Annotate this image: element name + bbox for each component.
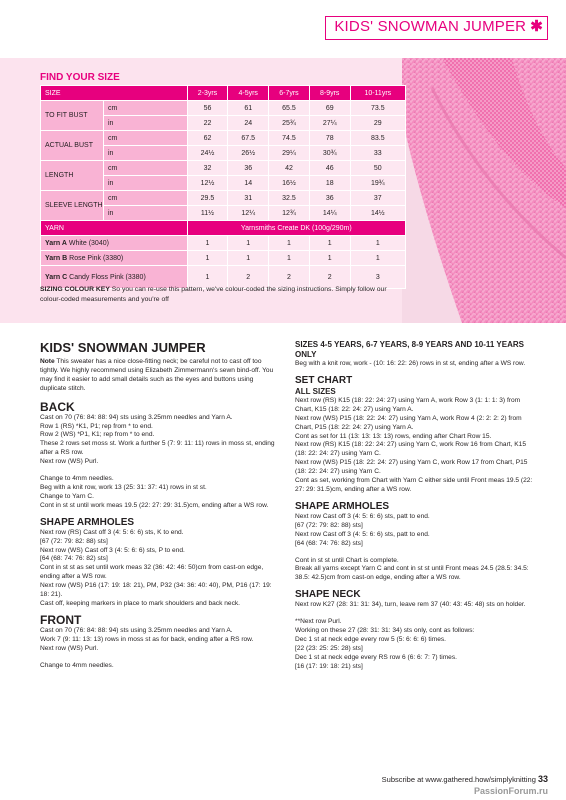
size-header-label: SIZE bbox=[41, 86, 188, 101]
table-cell: 19¾ bbox=[350, 176, 405, 191]
all-sizes-label: ALL SIZES bbox=[295, 386, 336, 396]
table-row bbox=[41, 161, 406, 176]
instruction-line: Next row (WS) P15 (18: 22: 24: 27) using Yarn C, work Row 17 from Chart, P15 (18: 22: 24: 27) using Yarn C. bbox=[295, 459, 528, 476]
table-cell: 1 bbox=[269, 251, 310, 266]
size-header: 8-9yrs bbox=[309, 86, 350, 101]
table-cell: 83.5 bbox=[350, 131, 405, 146]
instruction-line: Beg with a knit row, work - (10: 16: 22: 26) rows in st st, ending after a WS row. bbox=[295, 360, 526, 367]
table-cell: 26½ bbox=[228, 146, 269, 161]
table-cell: 2 bbox=[228, 266, 269, 289]
spacer bbox=[295, 549, 535, 557]
instruction-line: **Next row Purl. bbox=[295, 618, 342, 626]
table-cell: 37 bbox=[350, 191, 405, 206]
table-cell: 1 bbox=[269, 236, 310, 251]
table-cell: 11½ bbox=[187, 206, 228, 221]
instruction-line: Cont as set, working from Chart with Yarn C either side until Front meas 19.5 (22: 27: 29: 31.5)cm, ending after a WS row. bbox=[295, 477, 533, 493]
table-cell: 14 bbox=[228, 176, 269, 191]
shape-armholes-heading: SHAPE ARMHOLES bbox=[295, 500, 390, 512]
size-header: 6-7yrs bbox=[269, 86, 310, 101]
table-cell: 12¼ bbox=[228, 206, 269, 221]
left-column bbox=[40, 340, 280, 670]
instruction-line: Next row (WS) P15 (18: 22: 24: 27) using Yarn A, work Row 4 (2: 2: 2: 2) from Chart, P15 (18: 22: 24: 27) using Yarn A. bbox=[295, 414, 522, 431]
table-cell: 56 bbox=[187, 101, 228, 116]
table-cell: 61 bbox=[228, 101, 269, 116]
instruction-line: Next row (RS) Cast off 3 (4: 5: 6: 6) sts, K to end. bbox=[40, 528, 184, 536]
table-cell: 42 bbox=[269, 161, 310, 176]
table-cell: 1 bbox=[228, 236, 269, 251]
table-cell: 33 bbox=[350, 146, 405, 161]
table-row bbox=[41, 191, 406, 206]
instruction-line: Beg with a knit row, work 13 (25: 31: 37: 41) rows in st st. bbox=[40, 483, 207, 491]
instruction-line: [67 (72: 79: 82: 88) sts] bbox=[40, 537, 108, 545]
table-cell: 3 bbox=[350, 266, 405, 289]
instruction-line: [16 (17: 19: 18: 21) sts] bbox=[295, 662, 363, 670]
pattern-heading: KIDS' SNOWMAN JUMPER bbox=[40, 340, 206, 355]
table-cell: 36 bbox=[309, 191, 350, 206]
instruction-line: Cast on 70 (76: 84: 88: 94) sts using 3.25mm needles and Yarn A. bbox=[40, 413, 233, 421]
pattern-title-box bbox=[325, 16, 548, 40]
front-heading: FRONT bbox=[40, 612, 82, 627]
table-cell: 14½ bbox=[350, 206, 405, 221]
instruction-line: Next row (WS) Cast off 3 (4: 5: 6: 6) sts, P to end. bbox=[40, 546, 185, 554]
instruction-line: Change to Yarn C. bbox=[40, 492, 95, 500]
table-row bbox=[41, 251, 406, 266]
subscribe-link[interactable]: Subscribe at www.gathered.how/simplyknitting bbox=[381, 775, 536, 784]
size-header: 2-3yrs bbox=[187, 86, 228, 101]
instruction-line: [64 (68: 74: 76: 82) sts] bbox=[40, 555, 108, 563]
table-row bbox=[41, 236, 406, 251]
instruction-line: Working on these 27 (28: 31: 31: 34) sts only, cont as follows: bbox=[295, 627, 475, 635]
table-cell: 14¼ bbox=[309, 206, 350, 221]
yarn-label: Yarn A White (3040) bbox=[41, 236, 188, 251]
table-row bbox=[41, 101, 406, 116]
instruction-line: Cont in st st as set until work meas 32 (36: 42: 46: 50)cm from cast-on edge, ending after a WS row. bbox=[40, 564, 264, 581]
table-cell: 24 bbox=[228, 116, 269, 131]
shape-neck-heading: SHAPE NECK bbox=[295, 589, 361, 601]
instruction-line: [67 (72: 79: 82: 88) sts] bbox=[295, 521, 363, 529]
instruction-line: Next row (WS) P16 (17: 19: 18: 21), PM, P32 (34: 36: 40: 40), PM, P16 (17: 19: 18: 21). bbox=[40, 582, 272, 599]
unit-cell: cm bbox=[104, 161, 188, 176]
instruction-line: Cast on 70 (76: 84: 88: 94) sts using 3.25mm needles and Yarn A. bbox=[40, 626, 233, 634]
table-cell: 62 bbox=[187, 131, 228, 146]
instruction-line: [22 (23: 25: 25: 28) sts] bbox=[295, 644, 363, 652]
table-cell: 50 bbox=[350, 161, 405, 176]
size-table bbox=[40, 85, 406, 289]
instruction-line: Break all yarns except Yarn C and cont in st st until Front meas 24.5 (28.5: 34.5: 38.5: 42.5)cm from cast-on edge, ending after a WS row. bbox=[295, 565, 529, 582]
page-footer bbox=[382, 774, 548, 784]
instruction-line: Next row (WS) Purl. bbox=[40, 458, 99, 466]
table-cell: 31 bbox=[228, 191, 269, 206]
table-cell: 25¾ bbox=[269, 116, 310, 131]
table-cell: 29¼ bbox=[269, 146, 310, 161]
unit-cell: in bbox=[104, 116, 188, 131]
note-paragraph: Note This sweater has a nice close-fitting neck; be careful not to cast off too tightly. We highly recommend using Elizabeth Zimmermann's sewn bind-off. You may find it easier to add small details such as the eyes and buttons using duplicate stitch. bbox=[40, 358, 274, 392]
yarn-header-label: YARN bbox=[41, 221, 188, 236]
size-header: 4-5yrs bbox=[228, 86, 269, 101]
instruction-line: Cont in st st until work meas 19.5 (22: 27: 29: 31.5)cm, ending after a WS row. bbox=[40, 501, 269, 509]
instruction-line: Change to 4mm needles. bbox=[40, 475, 114, 483]
table-cell: 29 bbox=[350, 116, 405, 131]
page-number: 33 bbox=[537, 774, 548, 784]
yarn-label: Yarn B Rose Pink (3380) bbox=[41, 251, 188, 266]
table-cell: 1 bbox=[187, 251, 228, 266]
page-header bbox=[0, 0, 566, 48]
table-cell: 32 bbox=[187, 161, 228, 176]
unit-cell: in bbox=[104, 146, 188, 161]
star-icon: ✱ bbox=[530, 18, 543, 35]
row-label: ACTUAL BUST bbox=[41, 131, 104, 161]
table-cell: 2 bbox=[309, 266, 350, 289]
instruction-line: Row 2 (WS) *P1, K1; rep from * to end. bbox=[40, 431, 155, 439]
row-label: LENGTH bbox=[41, 161, 104, 191]
knit-texture-image bbox=[402, 58, 566, 323]
table-cell: 2 bbox=[269, 266, 310, 289]
unit-cell: cm bbox=[104, 191, 188, 206]
right-column bbox=[295, 340, 535, 672]
table-row bbox=[41, 86, 406, 101]
instruction-line: Row 1 (RS) *K1, P1; rep from * to end. bbox=[40, 422, 153, 430]
size-header: 10-11yrs bbox=[350, 86, 405, 101]
table-cell: 12½ bbox=[187, 176, 228, 191]
instruction-line: Next row K27 (28: 31: 31: 34), turn, leave rem 37 (40: 43: 45: 48) sts on holder. bbox=[295, 601, 526, 609]
unit-cell: in bbox=[104, 206, 188, 221]
table-cell: 32.5 bbox=[269, 191, 310, 206]
table-cell: 65.5 bbox=[269, 101, 310, 116]
find-your-size-title: FIND YOUR SIZE bbox=[40, 72, 120, 83]
unit-cell: in bbox=[104, 176, 188, 191]
instruction-line: Cast off, keeping markers in place to mark shoulders and back neck. bbox=[40, 599, 240, 607]
table-cell: 1 bbox=[187, 266, 228, 289]
instruction-line: Next row Cast off 3 (4: 5: 6: 6) sts, patt to end. bbox=[295, 512, 430, 520]
table-cell: 1 bbox=[350, 251, 405, 266]
sizing-colour-key: SIZING COLOUR KEY So you can re-use this pattern, we've colour-coded the sizing instructions. Simply follow our colour-coded measurements and you're off bbox=[40, 286, 387, 303]
table-cell: 22 bbox=[187, 116, 228, 131]
table-cell: 69 bbox=[309, 101, 350, 116]
instruction-line: Next row (RS) K15 (18: 22: 24: 27) using Yarn A, work Row 3 (1: 1: 1: 3) from Chart, K15 (18: 22: 24: 27) using Yarn A. bbox=[295, 396, 521, 413]
table-row bbox=[41, 131, 406, 146]
table-cell: 1 bbox=[228, 251, 269, 266]
table-cell: 67.5 bbox=[228, 131, 269, 146]
instruction-line: Change to 4mm needles. bbox=[40, 661, 114, 669]
table-cell: 36 bbox=[228, 161, 269, 176]
table-cell: 27¼ bbox=[309, 116, 350, 131]
instruction-line: Next row (WS) Purl. bbox=[40, 644, 99, 652]
header-title: KIDS' SNOWMAN JUMPER bbox=[334, 18, 527, 35]
row-label: TO FIT BUST bbox=[41, 101, 104, 131]
instruction-line: Dec 1 st at neck edge every row 5 (5: 6: 6: 6) times. bbox=[295, 635, 446, 643]
knitted-jumper-photo bbox=[402, 58, 566, 323]
table-cell: 18 bbox=[309, 176, 350, 191]
unit-cell: cm bbox=[104, 101, 188, 116]
sizes-heading: SIZES 4-5 YEARS, 6-7 YEARS, 8-9 YEARS AND 10-11 YEARS ONLY bbox=[295, 340, 524, 359]
instruction-line: Dec 1 st at neck edge every RS row 6 (6: 6: 7: 7) times. bbox=[295, 653, 457, 661]
table-cell: 16½ bbox=[269, 176, 310, 191]
instruction-line: Cont in st st until Chart is complete. bbox=[295, 556, 399, 564]
table-cell: 1 bbox=[309, 236, 350, 251]
table-cell: 1 bbox=[187, 236, 228, 251]
instruction-line: [64 (68: 74: 76: 82) sts] bbox=[295, 539, 363, 547]
table-cell: 29.5 bbox=[187, 191, 228, 206]
unit-cell: cm bbox=[104, 131, 188, 146]
table-cell: 73.5 bbox=[350, 101, 405, 116]
instruction-line: Next row (RS) K15 (18: 22: 24: 27) using Yarn C, work Row 16 from Chart, K15 (18: 22: 24: 27) using Yarn C. bbox=[295, 441, 526, 458]
instruction-line: These 2 rows set moss st. Work a further 5 (7: 9: 11: 11) rows in moss st, ending after a RS row. bbox=[40, 440, 275, 457]
back-heading: BACK bbox=[40, 399, 75, 414]
table-cell: 74.5 bbox=[269, 131, 310, 146]
watermark: PassionForum.ru bbox=[473, 786, 548, 796]
shape-armholes-heading: SHAPE ARMHOLES bbox=[40, 516, 135, 528]
spacer bbox=[295, 610, 535, 618]
spacer bbox=[40, 467, 280, 475]
instruction-line: Cont as set for 11 (13: 13: 13: 13) rows, ending after Chart Row 15. bbox=[295, 432, 492, 440]
instruction-line: Next row Cast off 3 (4: 5: 6: 6) sts, patt to end. bbox=[295, 530, 430, 538]
table-row bbox=[41, 221, 406, 236]
table-cell: 12¾ bbox=[269, 206, 310, 221]
table-cell: 78 bbox=[309, 131, 350, 146]
instruction-line: Work 7 (9: 11: 13: 13) rows in moss st as for back, ending after a RS row. bbox=[40, 635, 254, 643]
table-cell: 24½ bbox=[187, 146, 228, 161]
table-cell: 1 bbox=[350, 236, 405, 251]
yarn-name: Yarnsmiths Create DK (100g/290m) bbox=[187, 221, 405, 236]
yarn-label: Yarn C Candy Floss Pink (3380) bbox=[41, 266, 188, 289]
table-cell: 1 bbox=[309, 251, 350, 266]
table-cell: 46 bbox=[309, 161, 350, 176]
spacer bbox=[40, 654, 280, 662]
table-cell: 30¾ bbox=[309, 146, 350, 161]
row-label: SLEEVE LENGTH bbox=[41, 191, 104, 221]
set-chart-heading: SET CHART bbox=[295, 374, 353, 386]
